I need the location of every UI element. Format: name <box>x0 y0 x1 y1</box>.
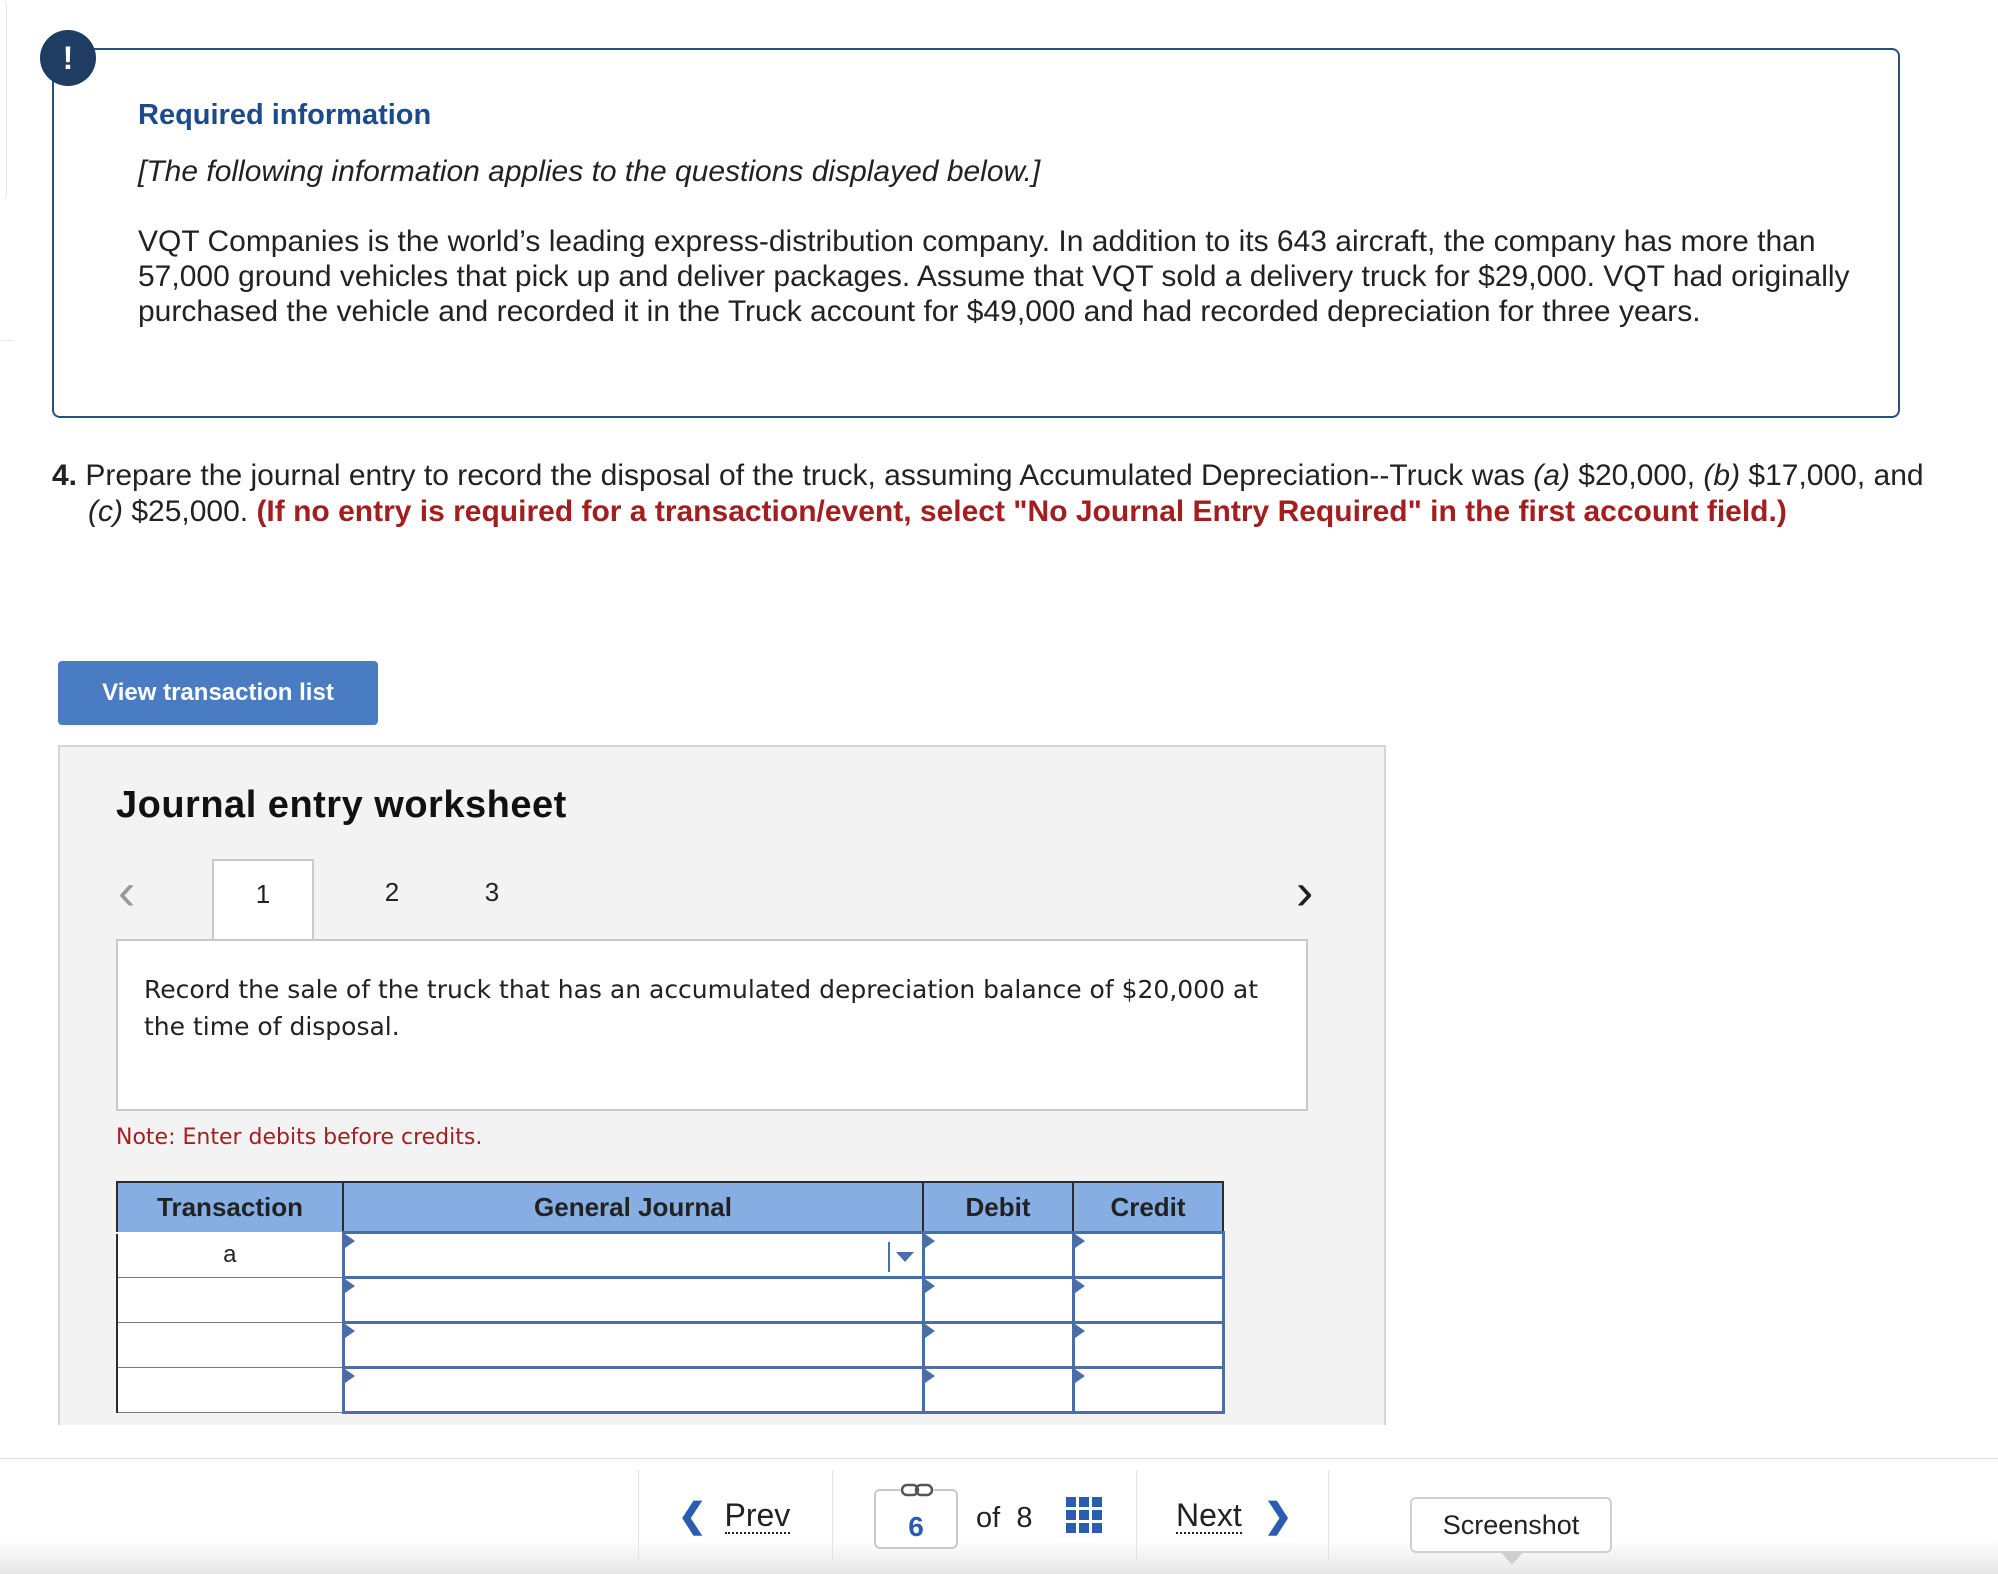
prev-label: Prev <box>724 1497 791 1533</box>
table-row <box>117 1323 1223 1368</box>
credit-input[interactable] <box>1073 1323 1223 1368</box>
chevron-right-icon: ❯ <box>1263 1497 1293 1535</box>
table-row <box>117 1278 1223 1323</box>
column-header-debit: Debit <box>923 1182 1073 1233</box>
footer-divider <box>0 1458 1998 1459</box>
account-select[interactable] <box>343 1233 923 1278</box>
question-value-a: $20,000, <box>1569 459 1704 492</box>
dropdown-arrow-icon[interactable] <box>888 1242 914 1272</box>
next-label: Next <box>1176 1497 1242 1533</box>
column-header-general-journal: General Journal <box>343 1182 923 1233</box>
column-header-credit: Credit <box>1073 1182 1223 1233</box>
chevron-left-icon: ❮ <box>678 1497 707 1535</box>
next-button[interactable] <box>1176 1496 1292 1536</box>
transaction-cell: a <box>117 1233 343 1278</box>
worksheet-title: Journal entry worksheet <box>116 784 567 826</box>
question-value-b: $17,000, and <box>1740 459 1924 492</box>
page-number-box[interactable] <box>874 1489 958 1549</box>
account-input[interactable] <box>343 1323 923 1368</box>
debit-input[interactable] <box>923 1323 1073 1368</box>
debit-input[interactable] <box>923 1233 1073 1278</box>
left-edge-divider <box>0 340 12 341</box>
debit-input[interactable] <box>923 1368 1073 1413</box>
transaction-cell <box>117 1278 343 1323</box>
worksheet-tab-2[interactable]: 2 <box>384 877 400 907</box>
question-number: 4. <box>52 459 78 492</box>
required-info-title: Required information <box>138 99 432 131</box>
credit-input[interactable] <box>1073 1278 1223 1323</box>
footer-separator <box>832 1470 833 1562</box>
question-label-a: (a) <box>1533 459 1570 492</box>
screenshot-tooltip-tail <box>1500 1551 1524 1565</box>
question-instruction: (If no entry is required for a transaction/event, select "No Journal Entry Required" in the first account field.) <box>256 495 1787 528</box>
worksheet-prev-arrow-icon[interactable]: ‹ <box>118 863 136 921</box>
exclamation-icon: ! <box>40 30 96 86</box>
table-row <box>117 1368 1223 1413</box>
screenshot-button[interactable]: Screenshot <box>1410 1497 1612 1553</box>
question-text-a: Prepare the journal entry to record the disposal of the truck, assuming Accumulated Depreciation--Truck was <box>77 459 1534 492</box>
total-pages: 8 <box>1016 1502 1033 1534</box>
question-value-c: $25,000. <box>122 495 257 528</box>
transaction-cell <box>117 1368 343 1413</box>
link-icon <box>900 1481 934 1499</box>
footer-separator <box>1136 1470 1137 1562</box>
required-info-body: VQT Companies is the world’s leading express-distribution company. In addition to its 643 aircraft, the company has more than 57,000 ground vehicles that pick up and deliver packages. Assume that VQT sold a delivery truck for $29,000. VQT had originally purchased the vehicle and recorded it in the Truck account for $49,000 and had recorded depreciation for three years. <box>138 225 1850 328</box>
column-header-transaction: Transaction <box>117 1182 343 1233</box>
table-row <box>117 1233 1223 1278</box>
transaction-cell <box>117 1323 343 1368</box>
debit-input[interactable] <box>923 1278 1073 1323</box>
journal-table <box>116 1181 1225 1414</box>
question-label-b: (b) <box>1703 459 1741 492</box>
left-edge-panel <box>0 0 7 200</box>
record-instruction: Record the sale of the truck that has an accumulated depreciation balance of $20,000 at the time of disposal. <box>116 939 1308 1111</box>
page-total <box>976 1502 1032 1535</box>
worksheet-tab-3[interactable]: 3 <box>484 877 500 907</box>
grid-icon[interactable] <box>1066 1497 1102 1533</box>
credit-input[interactable] <box>1073 1368 1223 1413</box>
worksheet-next-arrow-icon[interactable]: › <box>1296 863 1314 921</box>
required-info-subtitle: [The following information applies to the questions displayed below.] <box>138 155 1041 188</box>
of-label: of <box>976 1502 1001 1534</box>
question-label-c: (c) <box>88 495 123 528</box>
view-transaction-list-button[interactable]: View transaction list <box>58 661 378 725</box>
current-page-number: 6 <box>908 1511 924 1542</box>
account-input[interactable] <box>343 1278 923 1323</box>
account-input[interactable] <box>343 1368 923 1413</box>
debits-credits-note: Note: Enter debits before credits. <box>116 1125 483 1150</box>
worksheet-tab-1[interactable]: 1 <box>212 859 314 941</box>
footer-shade <box>0 1540 1998 1574</box>
question-text <box>52 458 1948 530</box>
footer-separator <box>1328 1470 1329 1562</box>
credit-input[interactable] <box>1073 1233 1223 1278</box>
footer-separator <box>638 1470 639 1562</box>
prev-button[interactable] <box>678 1496 790 1536</box>
